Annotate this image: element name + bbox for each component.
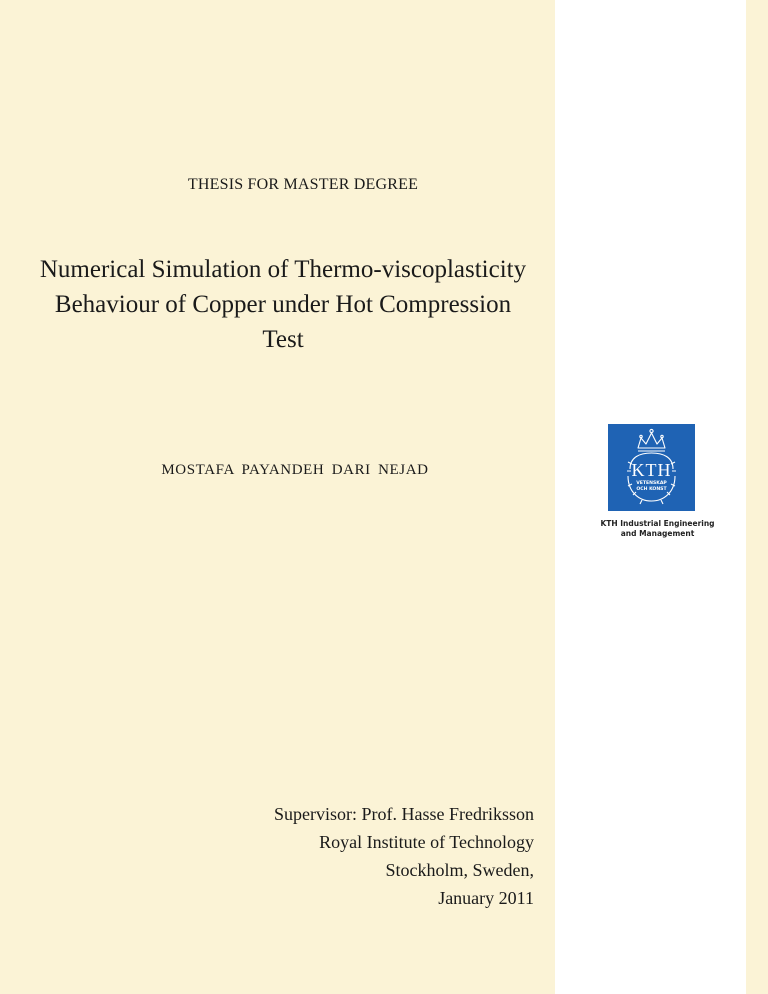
location-line: Stockholm, Sweden, xyxy=(385,860,534,880)
supervisor-block xyxy=(274,800,534,912)
kth-motto-line: OCH KONST xyxy=(636,487,667,492)
supervisor-line: Supervisor: Prof. Hasse Fredriksson xyxy=(274,804,534,824)
kth-emblem-icon xyxy=(608,424,695,511)
logo-caption-line: KTH Industrial Engineering xyxy=(600,519,715,528)
thesis-type-label: THESIS FOR MASTER DEGREE xyxy=(187,176,419,193)
thesis-title xyxy=(14,252,552,357)
title-line: Test xyxy=(262,326,304,353)
title-line: Behaviour of Copper under Hot Compression xyxy=(54,291,512,318)
date-line: January 2011 xyxy=(438,888,534,908)
institution-line: Royal Institute of Technology xyxy=(319,832,534,852)
right-edge-strip xyxy=(746,0,768,994)
kth-logo xyxy=(608,424,695,511)
kth-motto-line: VETENSKAP xyxy=(636,481,667,486)
kth-mark-text: KTH xyxy=(631,460,672,480)
title-line: Numerical Simulation of Thermo-viscoplasticity xyxy=(39,256,527,283)
author-name: MOSTAFA PAYANDEH DARI NEJAD xyxy=(161,462,429,478)
logo-caption-line: and Management xyxy=(620,528,695,538)
logo-caption xyxy=(560,519,755,538)
